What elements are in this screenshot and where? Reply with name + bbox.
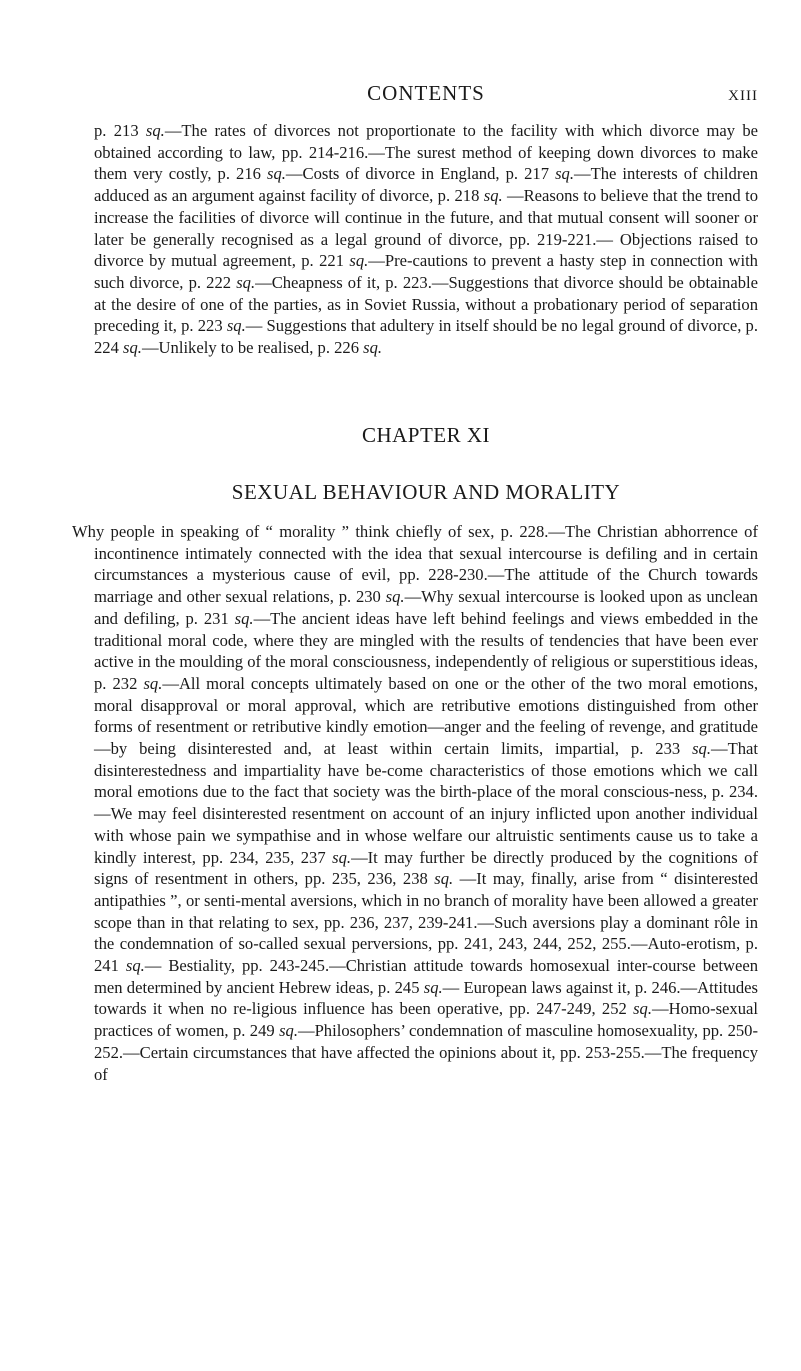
italic-abbreviation: sq.	[226, 316, 246, 336]
page-number: xiii	[728, 81, 758, 105]
italic-abbreviation: sq.	[633, 999, 652, 1019]
italic-abbreviation: sq.	[236, 272, 256, 292]
italic-abbreviation: sq.	[234, 608, 254, 628]
italic-abbreviation: sq.	[363, 338, 383, 358]
italic-abbreviation: sq.	[434, 869, 454, 889]
running-title: CONTENTS	[367, 81, 485, 105]
chapter-summary: Why people in speaking of “ morality ” think chiefly of sex, p. 228.—The Christian abhorrence of incontinence intimately connected with the idea that sexual intercourse is defiling and in certain circumstances a mysterious cause of evil, pp. 228-230.—The attitude of the Church towards marriage and other sexual relations, p. 230 sq.—Why sexual intercourse is looked upon as unclean and defiling, p. 231 sq.—The ancient ideas have left behind feelings and views embedded in the traditional moral code, where they are mingled with the results of tendencies that have been ever active in the moulding of the moral consciousness, independently of religious or superstitious ideas, p. 232 sq.—All moral concepts ultimately based on one or the other of the two moral emotions, moral disapproval or moral approval, which are retributive emotions distinguished from other forms of resentment or retributive kindly emotion—anger and the feeling of revenge, and gratitude—by being disinterested and, at least within certain limits, impartial, p. 233 sq.—That disinterestedness and impartiality have be-come characteristics of those emotions which we call moral emotions due to the fact that society was the birth-place of the moral conscious-ness, p. 234.—We may feel disinterested resentment on account of an injury inflicted upon another individual with whose pain we sympathise and in whose welfare our altruistic sentiments cause us to take a kindly interest, pp. 234, 235, 237 sq.—It may further be directly produced by the cognitions of signs of resentment in others, pp. 235, 236, 238 sq. —It may, finally, arise from “ disinterested antipathies ”, or senti-mental aversions, which in no branch of morality have been allowed a greater scope than in that relating to sex, pp. 236, 237, 239-241.—Such aversions play a dominant rôle in the condemnation of so-called sexual perversions, pp. 241, 243, 244, 252, 255.—Auto-erotism, p. 241 sq.— Bestiality, pp. 243-245.—Christian attitude towards homosexual inter-course between men determined by ancient Hebrew ideas, p. 245 sq.— European laws against it, p. 246.—Attitudes towards it when no re-ligious influence has been operative, pp. 247-249, 252 sq.—Homo-sexual practices of women, p. 249 sq.—Philosophers’ condemnation of masculine homosexuality, pp. 250-252.—Certain circumstances that have affected the opinions about it, pp. 253-255.—The frequency of	[72, 522, 759, 1084]
italic-abbreviation: sq.	[385, 587, 405, 607]
italic-abbreviation: sq.	[123, 338, 142, 358]
italic-abbreviation: sq.	[143, 673, 163, 693]
italic-abbreviation: sq.	[279, 1021, 298, 1041]
italic-abbreviation: sq.	[145, 121, 165, 140]
italic-abbreviation: sq.	[267, 164, 286, 184]
italic-abbreviation: sq.	[332, 847, 352, 867]
chapter-title: SEXUAL BEHAVIOUR AND MORALITY	[231, 480, 621, 504]
continued-chapter-summary: p. 213 sq.—The rates of divorces not proportionate to the facility with which divorce may be obtained according to law, pp. 214-216.—The surest method of keeping down divorces to make them very costly, p. 216 sq.—Costs of divorce in England, p. 217 sq.—The interests of children adduced as an argument against facility of divorce, p. 218 sq. —Reasons to believe that the trend to increase the facilities of divorce will continue in the future, and that mutual consent will sooner or later be generally recognised as a legal ground of divorce, pp. 219-221.— Objections raised to divorce by mutual agreement, p. 221 sq.—Pre-cautions to prevent a hasty step in connection with such divorce, p. 222 sq.—Cheapness of it, p. 223.—Suggestions that divorce should be obtainable at the desire of one of the parties, as in Soviet Russia, without a probationary period of separation preceding it, p. 223 sq.— Suggestions that adultery in itself should be no legal ground of divorce, p. 224 sq.—Unlikely to be realised, p. 226 sq.	[94, 121, 759, 358]
italic-abbreviation: sq.	[692, 739, 711, 759]
italic-abbreviation: sq.	[423, 977, 443, 997]
italic-abbreviation: sq.	[483, 186, 503, 206]
italic-abbreviation: sq.	[349, 251, 369, 271]
chapter-number: CHAPTER XI	[361, 423, 491, 447]
italic-abbreviation: sq.	[555, 164, 574, 184]
running-head	[94, 78, 758, 108]
italic-abbreviation: sq.	[125, 956, 145, 976]
